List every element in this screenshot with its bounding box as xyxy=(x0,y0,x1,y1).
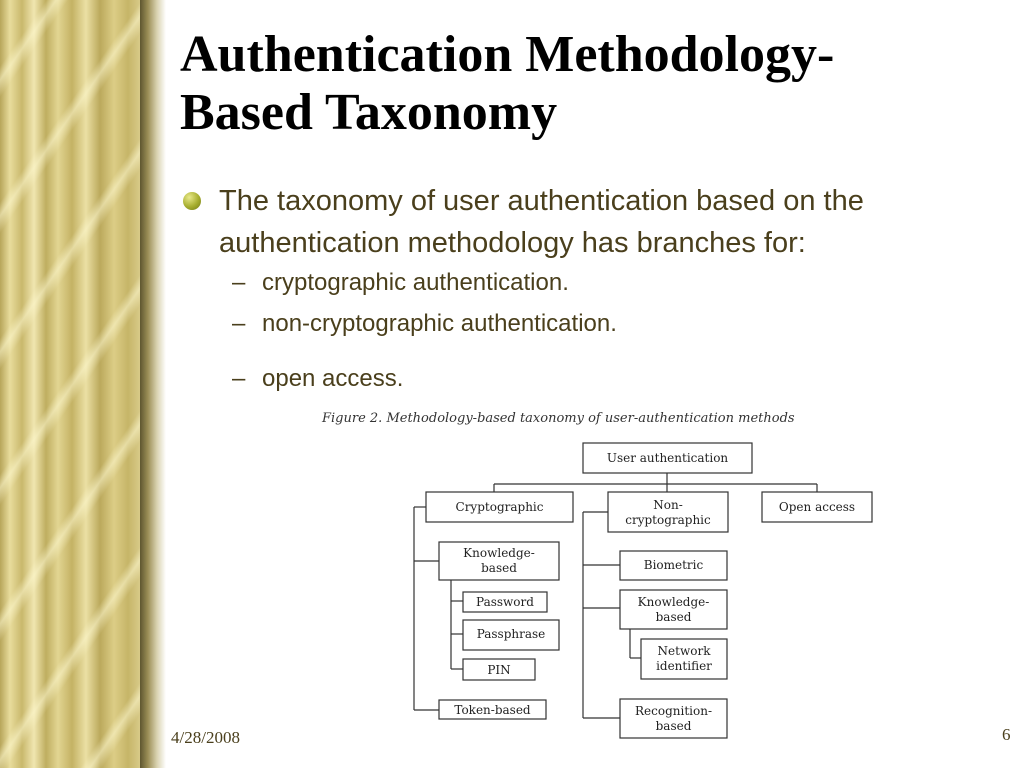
node-open-access xyxy=(762,492,872,522)
node-knowledge-based-crypto xyxy=(439,542,559,580)
node-label: Knowledge- xyxy=(463,546,535,560)
node-label: Non- xyxy=(653,498,683,512)
node-pin xyxy=(463,659,535,680)
node-recognition-based xyxy=(620,699,727,738)
sub-bullet-text: non-cryptographic authentication. xyxy=(262,310,617,337)
node-label: Biometric xyxy=(643,558,704,572)
node-non-cryptographic xyxy=(608,492,728,532)
slide-title: Authentication Methodology- Based Taxonomy xyxy=(180,26,835,141)
node-label: Token-based xyxy=(454,703,531,717)
node-label: User authentication xyxy=(606,451,729,465)
taxonomy-diagram xyxy=(318,406,888,744)
node-network-identifier xyxy=(641,639,727,679)
main-bullet-text: The taxonomy of user authentication based on the authentication methodology has branches for: xyxy=(219,185,864,259)
node-password xyxy=(463,592,547,612)
sub-bullet-non-cryptographic xyxy=(232,309,617,339)
node-label: based xyxy=(481,561,517,575)
decorative-side-panel xyxy=(0,0,140,768)
main-bullet xyxy=(183,180,1003,264)
bullet-dot-icon xyxy=(183,192,201,210)
node-label: Knowledge- xyxy=(637,595,710,609)
node-label: Cryptographic xyxy=(455,500,544,514)
sub-bullet-text: cryptographic authentication. xyxy=(262,269,569,296)
node-passphrase xyxy=(463,620,559,650)
node-token-based xyxy=(439,700,546,719)
node-label: identifier xyxy=(656,659,712,673)
node-label: cryptographic xyxy=(625,513,711,527)
node-user-authentication xyxy=(583,443,752,473)
node-label: based xyxy=(655,719,692,733)
sub-bullet-text: open access. xyxy=(262,365,404,392)
node-label: Recognition- xyxy=(635,704,712,718)
sub-bullet-cryptographic xyxy=(232,268,569,298)
dash-marker: – xyxy=(232,269,246,296)
node-cryptographic xyxy=(426,492,573,522)
node-label: Network xyxy=(657,644,711,658)
side-panel-shadow xyxy=(140,0,166,768)
figure-caption: Figure 2. Methodology-based taxonomy of user-authentication methods xyxy=(322,411,795,426)
node-label: Passphrase xyxy=(476,627,546,641)
node-knowledge-based-noncrypto xyxy=(620,590,727,629)
dash-marker: – xyxy=(232,365,246,392)
sub-bullet-open-access xyxy=(232,364,403,394)
node-biometric xyxy=(620,551,727,580)
footer-date: 4/28/2008 xyxy=(171,728,240,747)
page-number: 6 xyxy=(1002,725,1011,744)
node-label: Password xyxy=(476,595,534,609)
node-label: based xyxy=(655,610,692,624)
node-label: Open access xyxy=(778,500,856,514)
dash-marker: – xyxy=(232,310,246,337)
node-label: PIN xyxy=(487,663,511,677)
